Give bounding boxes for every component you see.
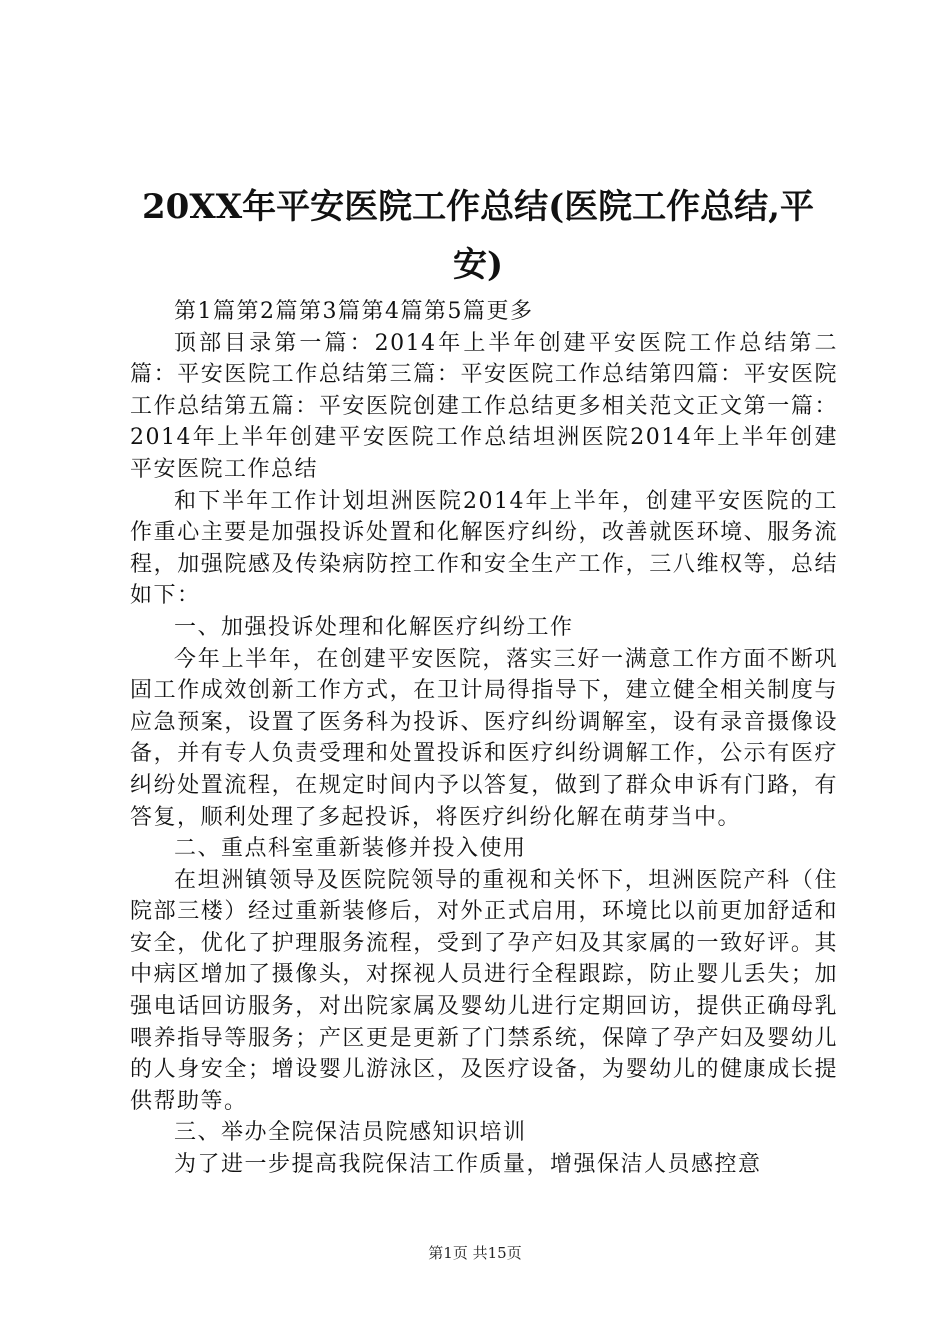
paragraph-section-1: 今年上半年，在创建平安医院，落实三好一满意工作方面不断巩固工作成效创新工作方式，在卫计局得指导下，建立健全相关制度与应急预案，设置了医务科为投诉、医疗纠纷调解室，设有录音摄像设备，并有专人负责受理和处置投诉和医疗纠纷调解工作，公示有医疗纠纷处置流程，在规定时间内予以答复，做到了群众申诉有门路，有答复，顺利处理了多起投诉，将医疗纠纷化解在萌芽当中。 xyxy=(130,646,838,830)
paragraph-chapter-links: 第1篇第2篇第3篇第4篇第5篇更多 xyxy=(174,299,534,324)
paragraph-intro: 和下半年工作计划坦洲医院2014年上半年，创建平安医院的工作重心主要是加强投诉处置和化解医疗纠纷，改善就医环境、服务流程，加强院感及传染病防控工作和安全生产工作，三八维权等，总结如下： xyxy=(130,488,838,609)
section-heading-2: 二、重点科室重新装修并投入使用 xyxy=(174,836,527,862)
document-body xyxy=(130,296,838,1181)
section-heading-3: 三、举办全院保洁员院感知识培训 xyxy=(174,1120,527,1146)
document-title: 20XX年平安医院工作总结(医院工作总结,平安) xyxy=(142,187,814,285)
section-heading-1: 一、加强投诉处理和化解医疗纠纷工作 xyxy=(174,614,574,640)
paragraph-table-of-contents: 顶部目录第一篇：2014年上半年创建平安医院工作总结第二篇：平安医院工作总结第三篇：平安医院工作总结第四篇：平安医院工作总结第五篇：平安医院创建工作总结更多相关范文正文第一篇：2014年上半年创建平安医院工作总结坦洲医院2014年上半年创建平安医院工作总结 xyxy=(130,330,838,482)
paragraph-section-2: 在坦洲镇领导及医院院领导的重视和关怀下，坦洲医院产科（住院部三楼）经过重新装修后，对外正式启用，环境比以前更加舒适和安全，优化了护理服务流程，受到了孕产妇及其家属的一致好评。其中病区增加了摄像头，对探视人员进行全程跟踪，防止婴儿丢失；加强电话回访服务，对出院家属及婴幼儿进行定期回访，提供正确母乳喂养指导等服务；产区更是更新了门禁系统，保障了孕产妇及婴幼儿的人身安全；增设婴儿游泳区，及医疗设备，为婴幼儿的健康成长提供帮助等。 xyxy=(130,867,838,1114)
paragraph-section-3: 为了进一步提高我院保洁工作质量，增强保洁人员感控意 xyxy=(174,1152,762,1178)
page-number-footer: 第1页 共15页 xyxy=(428,1244,522,1262)
